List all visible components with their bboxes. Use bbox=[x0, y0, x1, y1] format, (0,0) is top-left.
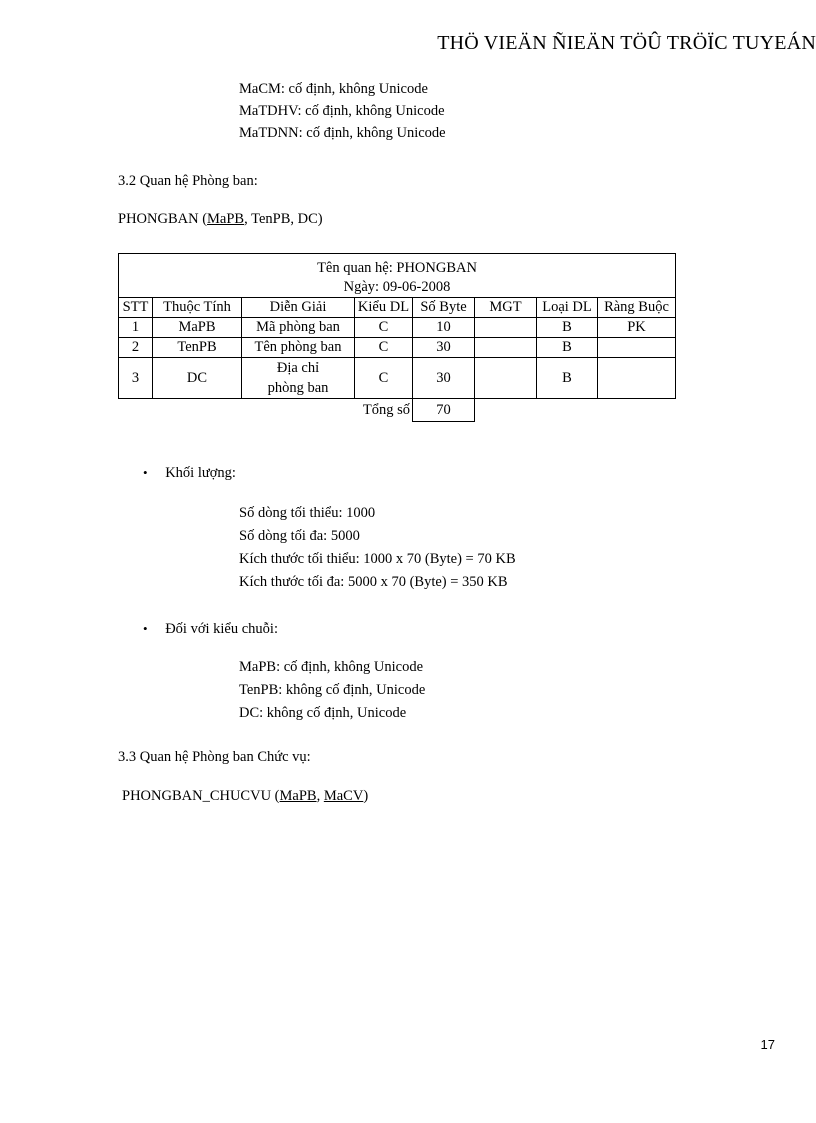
bullet-title: Khối lượng: bbox=[165, 465, 236, 481]
column-header: Loại DL bbox=[537, 298, 598, 318]
section-heading-3-3: 3.3 Quan hệ Phòng ban Chức vụ: bbox=[118, 749, 311, 765]
column-header: Thuộc Tính bbox=[153, 298, 242, 318]
table-cell: B bbox=[537, 338, 598, 358]
table-cell bbox=[475, 358, 537, 399]
table-cell: 1 bbox=[119, 318, 153, 338]
table-row bbox=[119, 338, 676, 358]
volume-line: Số dòng tối đa: 5000 bbox=[239, 528, 360, 544]
bullet-dot: • bbox=[143, 621, 148, 636]
desc-line: phòng ban bbox=[267, 380, 329, 396]
table-cell bbox=[598, 358, 676, 399]
table-cell bbox=[475, 338, 537, 358]
table-cell: C bbox=[355, 358, 413, 399]
string-type-line: DC: không cố định, Unicode bbox=[239, 705, 407, 721]
table-cell: 30 bbox=[413, 338, 475, 358]
table-cell: C bbox=[355, 338, 413, 358]
table-cell: 2 bbox=[119, 338, 153, 358]
page-number: 17 bbox=[760, 1037, 775, 1052]
empty-cell bbox=[475, 399, 676, 422]
primary-key: MaCV bbox=[323, 788, 364, 804]
primary-key: MaPB bbox=[207, 211, 245, 227]
string-type-line: MaPB: cố định, không Unicode bbox=[239, 659, 424, 675]
primary-key: MaPB bbox=[279, 788, 317, 804]
table-cell: C bbox=[355, 318, 413, 338]
bullet-dot: • bbox=[143, 465, 148, 480]
table-cell: B bbox=[537, 318, 598, 338]
table-cell: TenPB bbox=[153, 338, 242, 358]
table-cell: 3 bbox=[119, 358, 153, 399]
volume-line: Kích thước tối đa: 5000 x 70 (Byte) = 350 KB bbox=[239, 574, 508, 590]
top-line-1: MaCM: cố định, không Unicode bbox=[239, 81, 428, 97]
table-cell-multiline bbox=[242, 358, 355, 399]
desc-line: Địa chỉ bbox=[276, 360, 320, 376]
bullet-item-kieu-chuoi bbox=[143, 618, 278, 640]
column-header: Diễn Giải bbox=[242, 298, 355, 318]
table-cell: B bbox=[537, 358, 598, 399]
column-header: Kiểu DL bbox=[355, 298, 413, 318]
table-cell: DC bbox=[153, 358, 242, 399]
section-heading-3-2: 3.2 Quan hệ Phòng ban: bbox=[118, 173, 258, 189]
column-header: Ràng Buộc bbox=[598, 298, 676, 318]
top-line-3: MaTDNN: cố định, không Unicode bbox=[239, 125, 446, 141]
table-cell: 10 bbox=[413, 318, 475, 338]
relation-schema-phongban-chucvu bbox=[122, 785, 368, 807]
table-cell: PK bbox=[598, 318, 676, 338]
total-value: 70 bbox=[413, 399, 475, 422]
page-header: THÖ VIEÄN ÑIEÄN TÖÛ TRÖÏC TUYEÁN bbox=[437, 32, 816, 54]
relation-attributes: , TenPB, DC) bbox=[244, 211, 323, 227]
table-title: Tên quan hệ: PHONGBAN bbox=[119, 254, 676, 279]
top-line-2: MaTDHV: cố định, không Unicode bbox=[239, 103, 445, 119]
string-type-line: TenPB: không cố định, Unicode bbox=[239, 682, 426, 698]
table-cell: Mã phòng ban bbox=[242, 318, 355, 338]
bullet-item-khoi-luong bbox=[143, 462, 236, 484]
table-header-row bbox=[119, 298, 676, 318]
relation-name: PHONGBAN ( bbox=[118, 211, 208, 227]
table-cell: MaPB bbox=[153, 318, 242, 338]
separator: , bbox=[316, 788, 324, 804]
table-date: Ngày: 09-06-2008 bbox=[119, 278, 676, 298]
column-header: MGT bbox=[475, 298, 537, 318]
table-row bbox=[119, 358, 676, 399]
volume-line: Kích thước tối thiểu: 1000 x 70 (Byte) = 70 KB bbox=[239, 551, 516, 567]
column-header: STT bbox=[119, 298, 153, 318]
table-cell bbox=[598, 338, 676, 358]
relation-schema-phongban bbox=[118, 208, 323, 230]
table-total-row bbox=[119, 399, 676, 422]
table-cell bbox=[475, 318, 537, 338]
total-label: Tổng số bbox=[362, 402, 410, 419]
column-header: Số Byte bbox=[413, 298, 475, 318]
volume-line: Số dòng tối thiểu: 1000 bbox=[239, 505, 376, 521]
relation-table bbox=[118, 253, 676, 422]
table-row bbox=[119, 318, 676, 338]
relation-name: PHONGBAN_CHUCVU ( bbox=[122, 788, 280, 804]
closing-paren: ) bbox=[363, 788, 369, 804]
table-cell: Tên phòng ban bbox=[242, 338, 355, 358]
table-cell: 30 bbox=[413, 358, 475, 399]
bullet-title: Đối với kiểu chuỗi: bbox=[165, 621, 278, 637]
